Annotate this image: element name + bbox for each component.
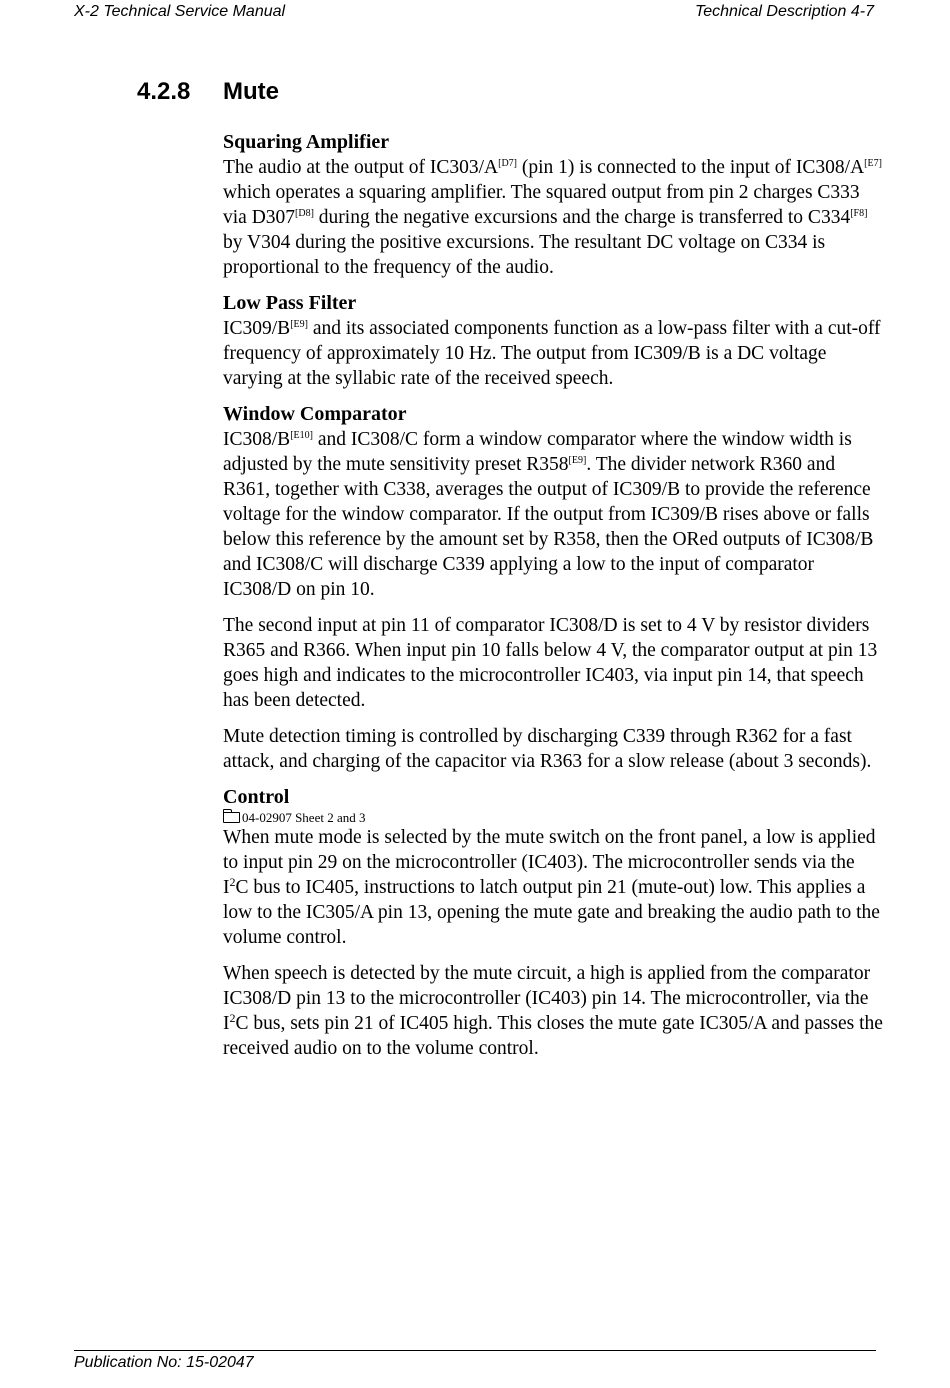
text-run: by V304 during the positive excursions. The resultant DC voltage on C334 is proportional to the frequency of the audio. bbox=[223, 232, 826, 278]
paragraph-control-2 bbox=[223, 961, 883, 1061]
grid-ref: [F8] bbox=[850, 208, 868, 219]
folder-icon bbox=[223, 812, 240, 823]
heading-low-pass-filter: Low Pass Filter bbox=[223, 292, 357, 314]
heading-squaring-amplifier: Squaring Amplifier bbox=[223, 131, 390, 153]
grid-ref: [E7] bbox=[864, 158, 882, 169]
paragraph-low-pass bbox=[223, 316, 883, 391]
section-heading bbox=[137, 78, 279, 106]
footer-rule bbox=[74, 1350, 876, 1351]
section-title: Mute bbox=[223, 78, 279, 105]
superscript: 2 bbox=[229, 875, 236, 889]
text-run: When mute mode is selected by the mute switch on the front panel, a low is applied to input pin 29 on the microcontroller (IC403). The microcontroller sends via the I bbox=[223, 827, 876, 898]
paragraph-window-3: Mute detection timing is controlled by discharging C339 through R362 for a fast attack, and charging of the capacitor via R363 for a slow release (about 3 seconds). bbox=[223, 726, 872, 772]
section-number: 4.2.8 bbox=[137, 78, 191, 105]
text-run: . The divider network R360 and R361, together with C338, averages the output of IC309/B to provide the reference voltage for the window comparator. If the output from IC309/B rises above or falls below this reference by the amount set by R358, then the ORed outputs of IC308/B and IC308/C will discharge C339 applying a low to the input of comparator IC308/D on pin 10. bbox=[223, 454, 874, 600]
paragraph-squaring bbox=[223, 155, 883, 280]
running-header-left: X-2 Technical Service Manual bbox=[74, 3, 286, 20]
text-run: C bus, sets pin 21 of IC405 high. This closes the mute gate IC305/A and passes the received audio on to the volume control. bbox=[223, 1013, 883, 1059]
text-run: IC308/B bbox=[223, 429, 291, 450]
text-run: When speech is detected by the mute circuit, a high is applied from the comparator IC308/D pin 13 to the microcontroller (IC403) pin 14. The microcontroller, via the I bbox=[223, 963, 871, 1034]
text-run: which operates a squaring amplifier. The squared output from pin 2 charges C333 via D307 bbox=[223, 182, 860, 228]
body-content bbox=[223, 130, 883, 1072]
grid-ref: [D8] bbox=[295, 208, 314, 219]
paragraph-window-2: The second input at pin 11 of comparator IC308/D is set to 4 V by resistor dividers R365 and R366. When input pin 10 falls below 4 V, the comparator output at pin 13 goes high and indicates to the microcontroller IC403, via input pin 14, that speech has been detected. bbox=[223, 615, 878, 711]
grid-ref: [E9] bbox=[568, 455, 587, 466]
heading-window-comparator: Window Comparator bbox=[223, 403, 407, 425]
sheet-reference bbox=[223, 810, 883, 825]
paragraph-window-1 bbox=[223, 427, 883, 602]
sheet-reference-text: 04-02907 Sheet 2 and 3 bbox=[242, 810, 366, 825]
text-run: during the negative excursions and the charge is transferred to C334 bbox=[313, 207, 851, 228]
text-run: C bus to IC405, instructions to latch output pin 21 (mute-out) low. This applies a low to the IC305/A pin 13, opening the mute gate and breaking the audio path to the volume control. bbox=[223, 877, 880, 948]
grid-ref: [E9] bbox=[290, 319, 308, 330]
text-run: The audio at the output of IC303/A bbox=[223, 157, 499, 178]
text-run: IC309/B bbox=[223, 318, 291, 339]
text-run: and IC308/C form a window comparator where the window width is adjusted by the mute sensitivity preset R358 bbox=[223, 429, 852, 475]
paragraph-control-1 bbox=[223, 825, 883, 950]
running-header-right: Technical Description 4-7 bbox=[694, 3, 874, 20]
superscript: 2 bbox=[229, 1011, 236, 1025]
grid-ref: [E10] bbox=[290, 430, 313, 441]
text-run: and its associated components function as a low-pass filter with a cut-off frequency of approximately 10 Hz. The output from IC309/B is a DC voltage varying at the syllabic rate of the received speech. bbox=[223, 318, 881, 389]
heading-control: Control bbox=[223, 786, 290, 808]
text-run: (pin 1) is connected to the input of IC308/A bbox=[517, 157, 865, 178]
grid-ref: [D7] bbox=[498, 158, 518, 169]
footer-publication: Publication No: 15-02047 bbox=[74, 1354, 254, 1371]
